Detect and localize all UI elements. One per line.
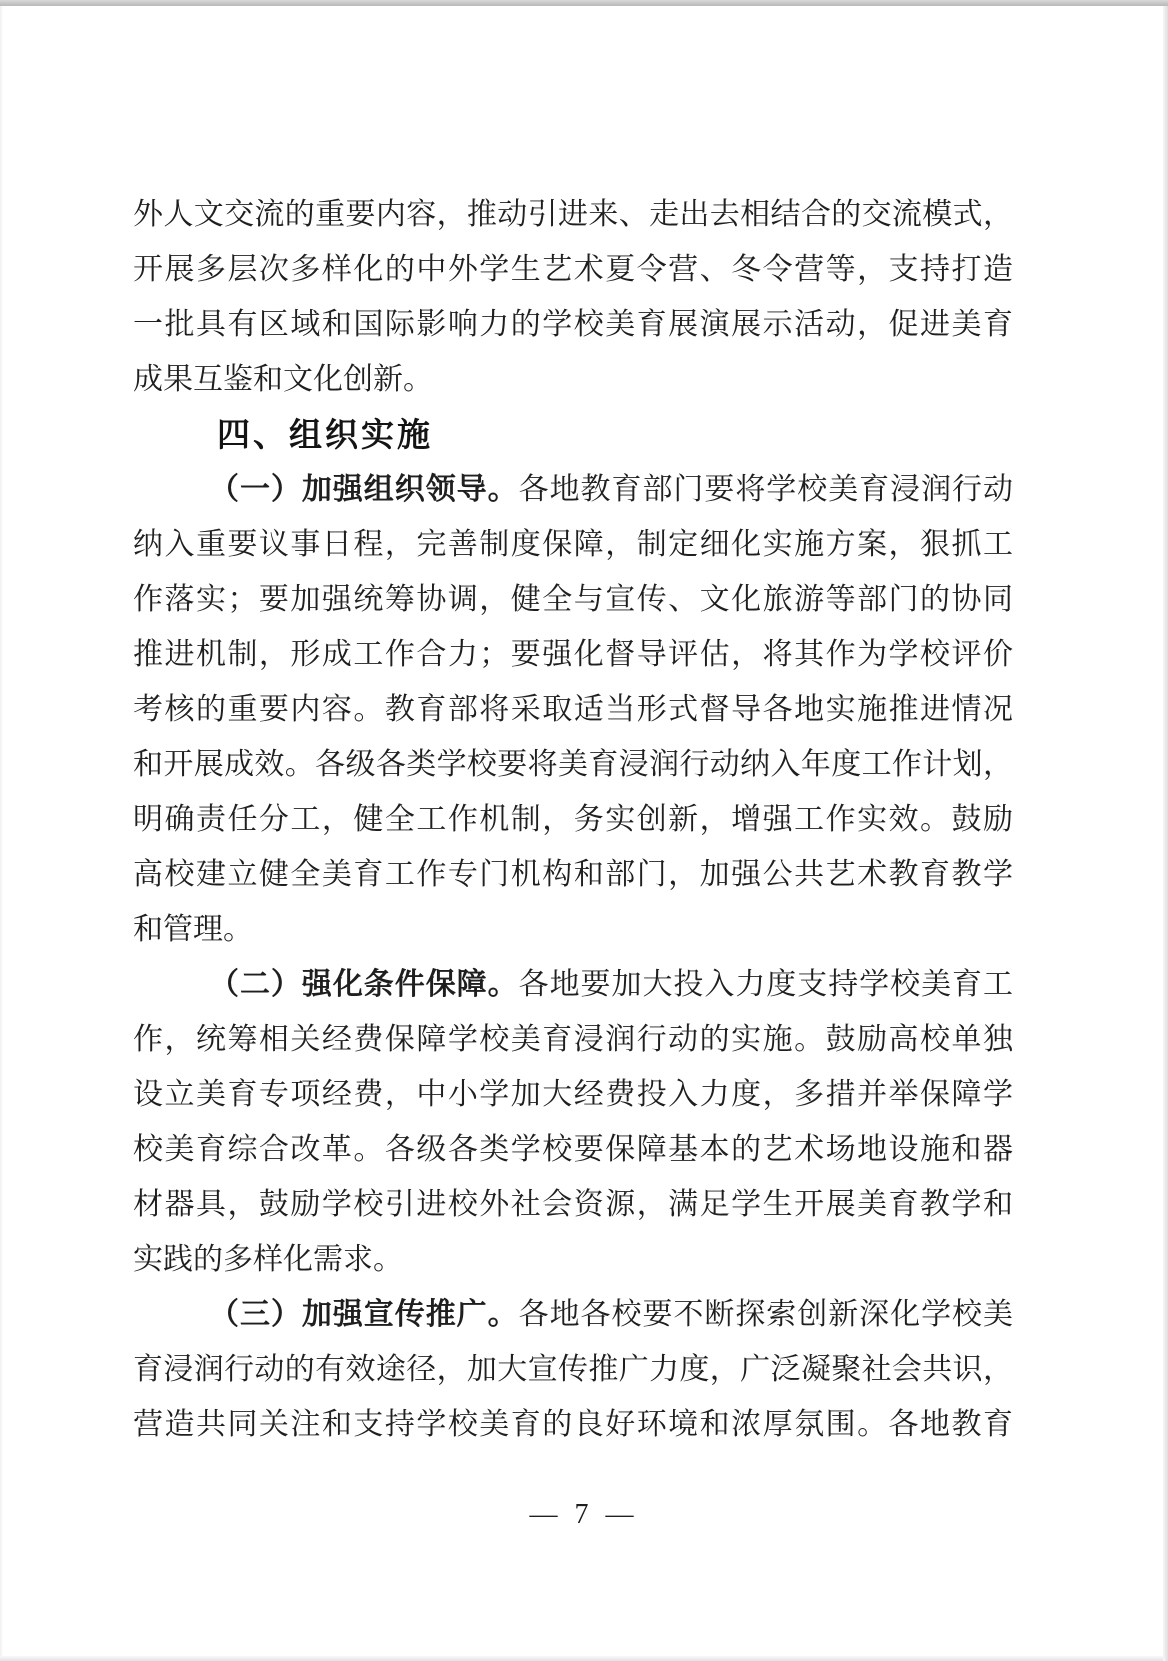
continued-paragraph [133, 187, 1013, 407]
text-line: 考核的重要内容。教育部将采取适当形式督导各地实施推进情况 [133, 693, 1013, 726]
text-line: 一批具有区域和国际影响力的学校美育展演展示活动，促进美育 [133, 308, 1013, 341]
text-line: 成果互鉴和文化创新。 [133, 363, 433, 396]
subsection-lead: （三）加强宣传推广。 [209, 1298, 519, 1331]
subsection-first-line [133, 1287, 1013, 1342]
text-line: 实践的多样化需求。 [133, 1243, 403, 1276]
subsection-first-line [133, 462, 1013, 517]
page-number: — 7 — [529, 1499, 639, 1530]
subsection-lead-rest: 各地要加大投入力度支持学校美育工 [518, 968, 1014, 1001]
page-edge-right [1163, 6, 1168, 1661]
text-line: 作落实；要加强统筹协调，健全与宣传、文化旅游等部门的协同 [133, 583, 1013, 616]
subsection-3 [133, 1287, 1013, 1452]
text-line: 材器具，鼓励学校引进校外社会资源，满足学生开展美育教学和 [133, 1188, 1013, 1221]
text-line: 营造共同关注和支持学校美育的良好环境和浓厚氛围。各地教育 [133, 1408, 1013, 1441]
text-line: 和管理。 [133, 913, 253, 946]
text-line: 育浸润行动的有效途径，加大宣传推广力度，广泛凝聚社会共识， [133, 1353, 1013, 1386]
page-edge-bottom [0, 1656, 1163, 1661]
text-line: 校美育综合改革。各级各类学校要保障基本的艺术场地设施和器 [133, 1133, 1013, 1166]
subsection-lead: （一）加强组织领导。 [209, 473, 519, 506]
text-line: 和开展成效。各级各类学校要将美育浸润行动纳入年度工作计划， [133, 748, 1013, 781]
subsection-lead-rest: 各地各校要不断探索创新深化学校美 [518, 1298, 1014, 1331]
subsection-2 [133, 957, 1013, 1287]
text-line: 纳入重要议事日程，完善制度保障，制定细化实施方案，狠抓工 [133, 528, 1013, 561]
text-line: 作，统筹相关经费保障学校美育浸润行动的实施。鼓励高校单独 [133, 1023, 1013, 1056]
document-body [133, 187, 1013, 1452]
subsection-1 [133, 462, 1013, 957]
page-edge-top [0, 0, 1168, 6]
subsection-lead: （二）强化条件保障。 [209, 968, 519, 1001]
page-edge-left [0, 6, 3, 1656]
section-heading: 四、组织实施 [217, 416, 433, 453]
subsection-first-line [133, 957, 1013, 1012]
text-line: 推进机制，形成工作合力；要强化督导评估，将其作为学校评价 [133, 638, 1013, 671]
subsection-lead-rest: 各地教育部门要将学校美育浸润行动 [518, 473, 1014, 506]
text-line: 明确责任分工，健全工作机制，务实创新，增强工作实效。鼓励 [133, 803, 1013, 836]
text-line: 外人文交流的重要内容，推动引进来、走出去相结合的交流模式， [133, 198, 1013, 231]
text-line: 高校建立健全美育工作专门机构和部门，加强公共艺术教育教学 [133, 858, 1013, 891]
text-line: 开展多层次多样化的中外学生艺术夏令营、冬令营等，支持打造 [133, 253, 1013, 286]
text-line: 设立美育专项经费，中小学加大经费投入力度，多措并举保障学 [133, 1078, 1013, 1111]
